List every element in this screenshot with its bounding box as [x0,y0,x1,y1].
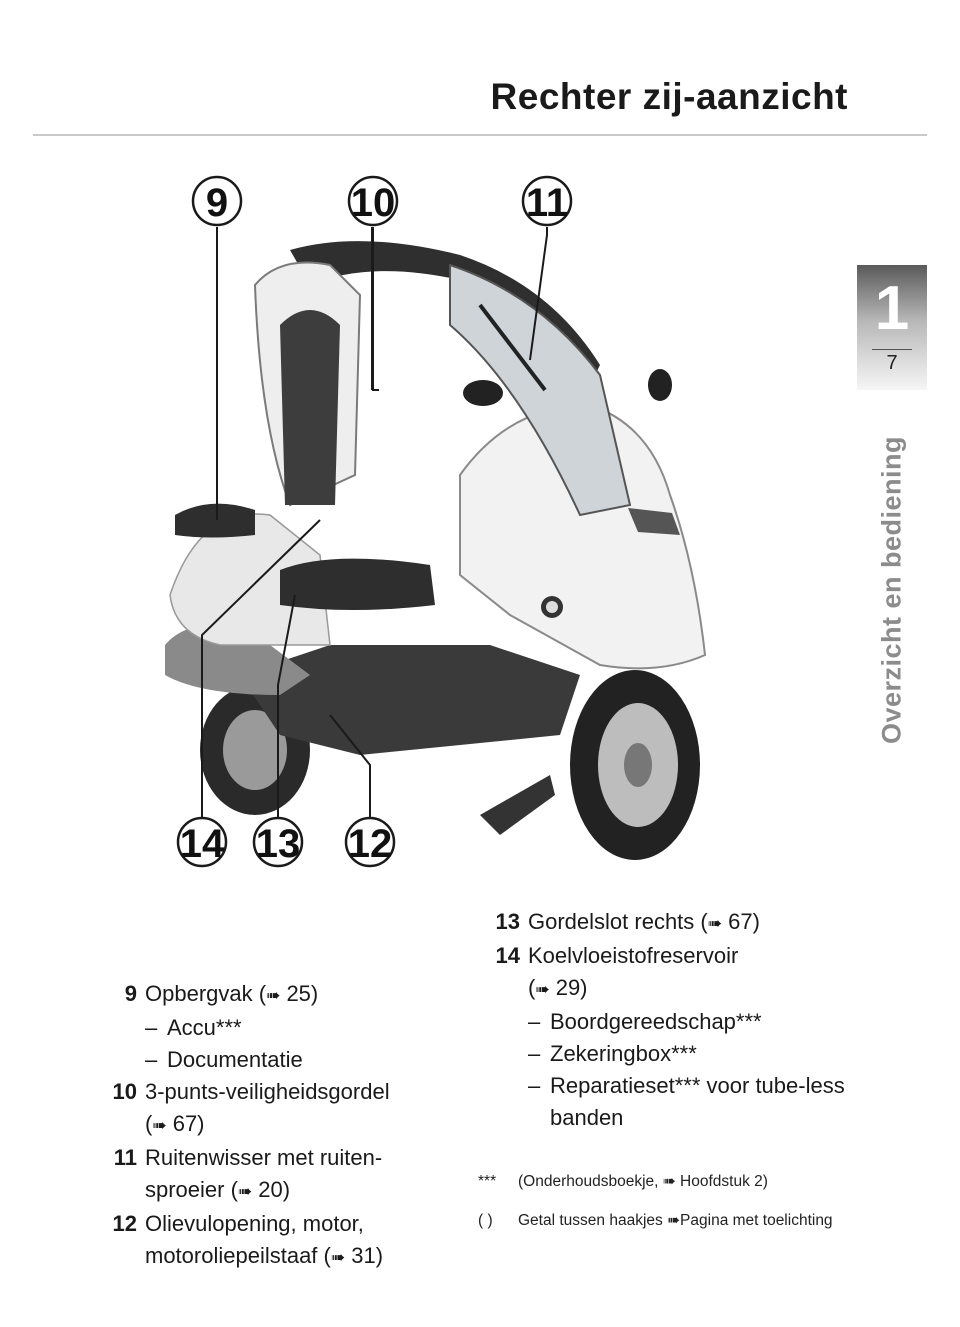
item-ref: 25) [286,981,319,1006]
item-number: 13 [495,909,520,934]
scooter-illustration [165,241,705,860]
page-title: Rechter zij-aanzicht [490,76,848,117]
item-text-cont: motoroliepeilstaaf ( [145,1243,331,1268]
legend-left [95,978,455,1274]
item-text-cont: ( [528,975,536,1000]
page-number: 7 [886,352,898,374]
item-number: 11 [113,1145,137,1170]
footnote-mark: *** [478,1173,497,1190]
item-ref: 67) [728,909,760,934]
sub-item: Reparatieset*** voor tube-less banden [550,1073,845,1130]
legend-item-11 [95,1142,455,1208]
arrow-ref-icon: ➠ [152,1116,167,1135]
callout-label: 12 [347,822,393,866]
footnote-text: Getal tussen haakjes ➠Pagina met toelichting [518,1212,833,1229]
title-divider [33,134,927,136]
footnote-text: (Onderhoudsboekje, ➠ Hoofdstuk 2) [518,1173,768,1190]
item-text: 3-punts-veiligheidsgordel [145,1079,390,1104]
item-text: Olievulopening, motor, [145,1211,364,1236]
dash: – [145,1015,158,1040]
callout-label: 9 [205,181,229,225]
legend-item-12 [95,1208,455,1274]
item-text: Gordelslot rechts ( [528,909,708,934]
sub-item: Documentatie [167,1047,303,1072]
sub-item: Boordgereedschap*** [550,1009,762,1034]
item-number: 14 [495,943,520,968]
scooter-figure [160,175,720,875]
arrow-ref-icon: ➠ [707,914,722,933]
footnote [478,1207,898,1235]
dash: – [528,1041,541,1066]
item-ref: 20) [258,1177,291,1202]
item-number: 12 [112,1211,137,1236]
item-ref: 29) [555,975,588,1000]
footnote-mark: ( ) [478,1212,493,1229]
footnote [478,1168,768,1196]
legend-item-10 [95,1076,455,1142]
legend-item-14 [478,940,878,1134]
legend-item-13 [478,906,878,940]
item-number: 9 [124,981,137,1006]
legend-right [478,906,878,1134]
item-ref: 31) [351,1243,384,1268]
item-ref: 67) [172,1111,205,1136]
item-text: Koelvloeistofreservoir [528,943,739,968]
arrow-ref-icon: ➠ [330,1248,346,1267]
legend-item-9 [95,978,455,1076]
callout-label: 14 [179,822,225,866]
chapter-tab [857,265,927,390]
sub-item: Accu*** [167,1015,242,1040]
chapter-number: 1 [874,274,910,343]
dash: – [145,1047,158,1072]
item-text: Ruitenwisser met ruiten- [145,1145,383,1170]
sub-item: Zekeringbox*** [550,1041,697,1066]
dash: – [528,1073,541,1098]
section-label: Overzicht en bediening [876,435,907,745]
callout-label: 13 [255,822,301,866]
item-text-cont: sproeier ( [145,1177,238,1202]
item-text-cont: ( [145,1111,153,1136]
arrow-ref-icon: ➠ [266,986,281,1005]
callout-label: 11 [525,181,569,225]
chapter-divider [872,349,912,350]
item-number: 10 [112,1079,137,1104]
callout-label: 10 [350,181,396,225]
arrow-ref-icon: ➠ [237,1182,253,1201]
dash: – [528,1009,541,1034]
item-text: Opbergvak ( [145,981,267,1006]
arrow-ref-icon: ➠ [535,980,550,999]
